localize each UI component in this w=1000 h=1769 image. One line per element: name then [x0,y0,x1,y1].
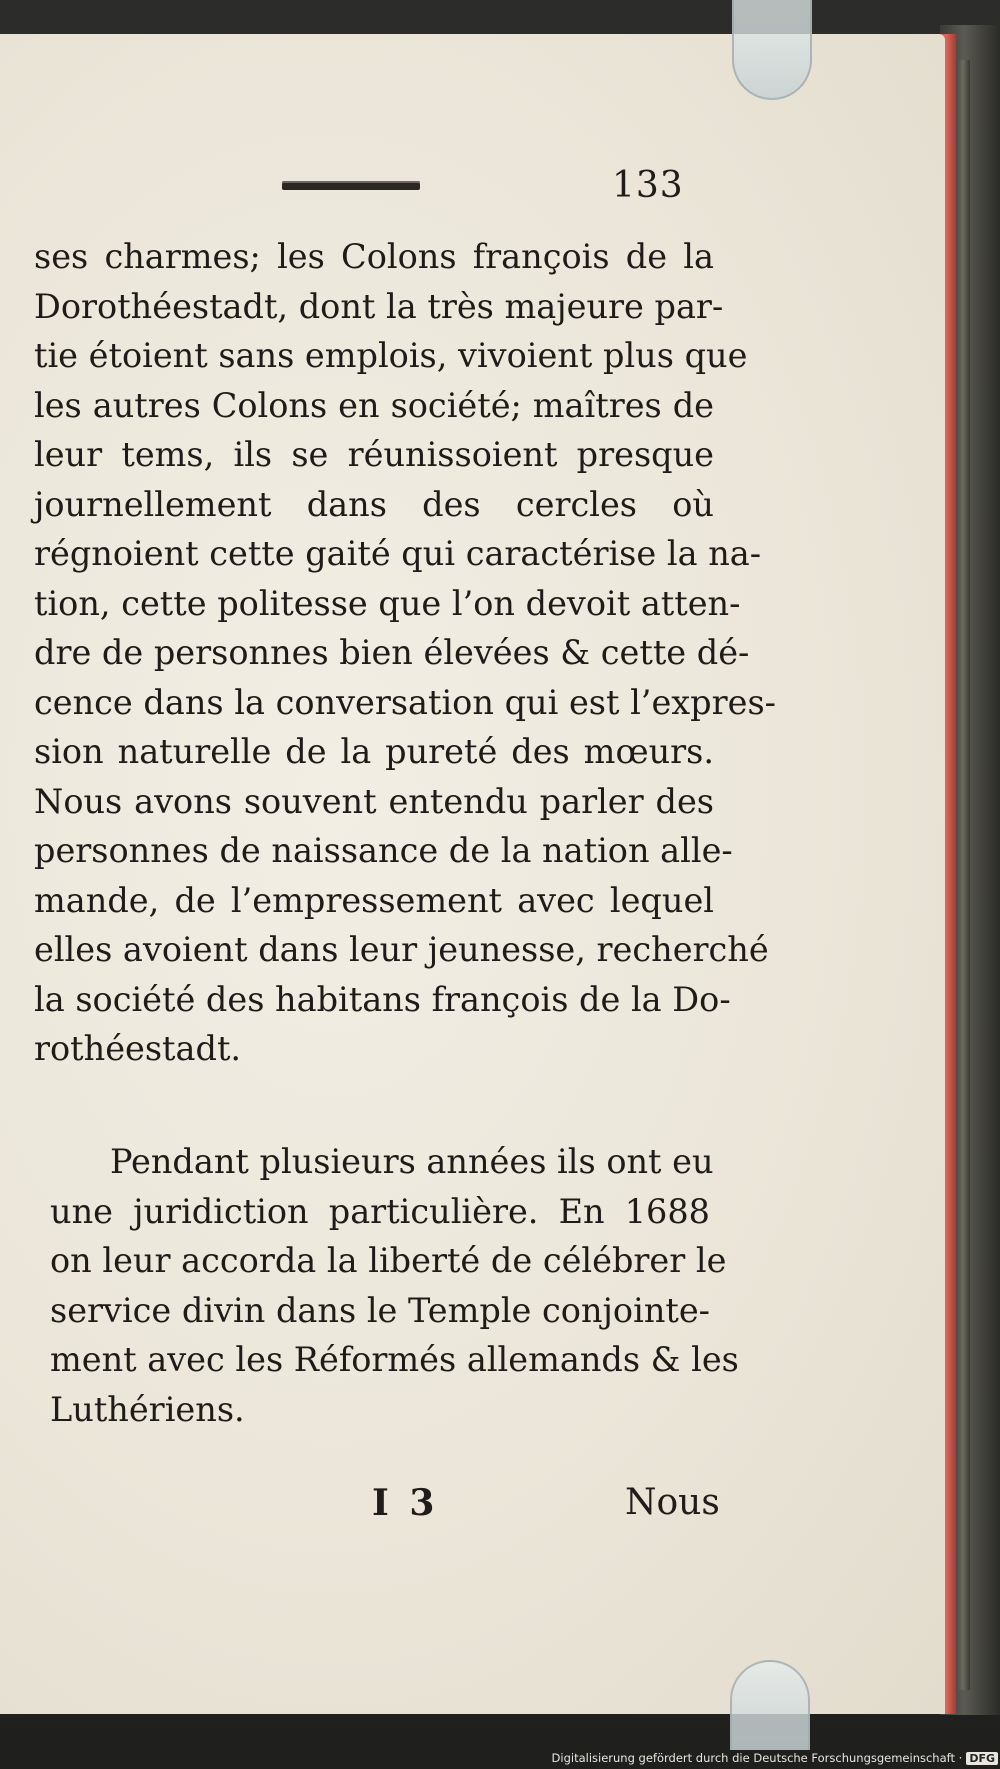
catchword: Nous [625,1482,720,1523]
signature-mark: I 3 [372,1482,439,1524]
credit-text: Digitalisierung gefördert durch die Deutsche Forschungsgemeinschaft · [551,1751,963,1765]
text-line: Nous avons souvent entendu parler des [34,781,714,821]
text-line: mande, de l’empressement avec lequel [34,880,714,920]
page-number: 133 [612,165,684,206]
text-line: ment avec les Réformés allemands & les [50,1340,739,1379]
text-line: une juridiction particulière. En 1688 [50,1191,710,1231]
text-line: Pendant plusieurs années ils ont eu [110,1142,714,1181]
header-rule [282,181,420,190]
page-clip-bottom [730,1660,810,1750]
digitization-credit [552,1751,998,1765]
text-line: rothéestadt. [34,1029,242,1068]
dfg-logo: DFG [966,1752,998,1765]
text-line: la société des habitans françois de la Do- [34,979,731,1019]
paragraph-1 [34,232,776,1074]
paragraph-2 [50,1137,739,1434]
text-line: Dorothéestadt, dont la très majeure par- [34,286,724,326]
text-line: service divin dans le Temple conjointe- [50,1290,710,1330]
text-line: tion, cette politesse que l’on devoit atten- [34,583,741,623]
text-line: ses charmes; les Colons françois de la [34,237,714,276]
text-line: elles avoient dans leur jeunesse, recherché [34,930,769,969]
text-line: cence dans la conversation qui est l’expres- [34,682,776,722]
text-line: régnoient cette gaité qui caractérise la na- [34,534,762,573]
text-line: leur tems, ils se réunissoient presque [34,435,714,474]
text-line: dre de personnes bien élevées & cette dé- [34,633,750,672]
text-line: Luthériens. [50,1389,245,1429]
text-line: personnes de naissance de la nation alle- [34,831,733,870]
text-line: tie étoient sans emplois, vivoient plus que [34,336,748,375]
text-line: les autres Colons en société; maîtres de [34,385,714,425]
page-clip-top [732,0,812,100]
text-line: journellement dans des cercles où [34,484,714,524]
page-edge-gray [956,60,970,1690]
text-line: sion naturelle de la pureté des mœurs. [34,732,714,771]
text-line: on leur accorda la liberté de célébrer le [50,1241,727,1280]
